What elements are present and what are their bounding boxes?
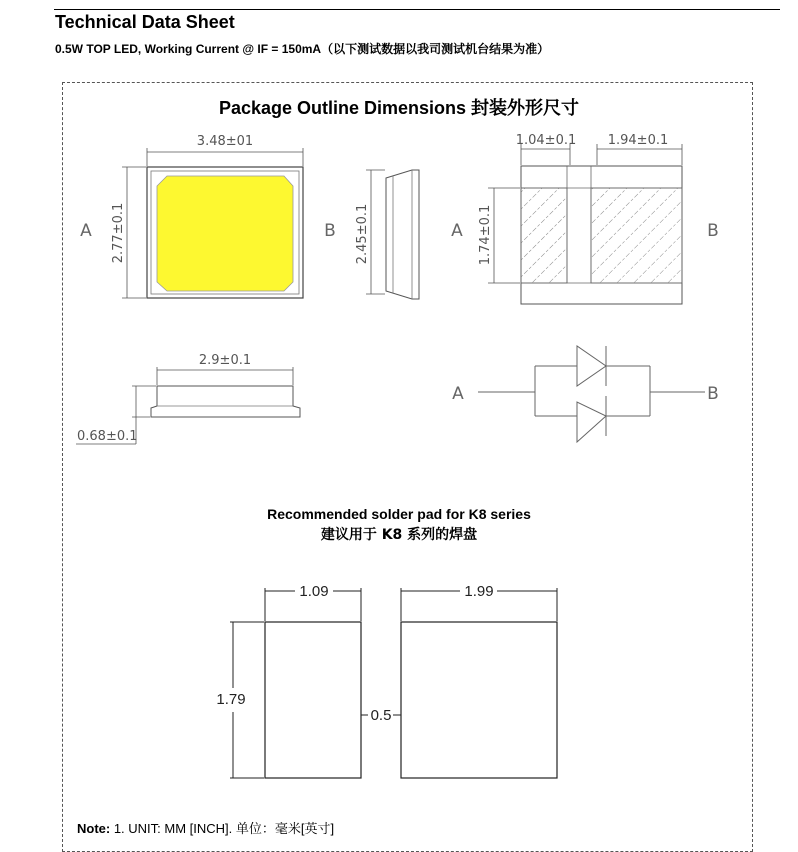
front-view xyxy=(80,134,336,298)
document-title: Technical Data Sheet xyxy=(55,12,235,32)
note-label: Note: xyxy=(77,821,111,836)
note-text: 1. UNIT: MM [INCH]. 单位：毫米[英寸] xyxy=(110,821,335,836)
package-outline-title: Package Outline Dimensions 封装外形尺寸 xyxy=(218,98,580,118)
front-label-a: A xyxy=(80,221,92,241)
solder-pad-drawing xyxy=(216,583,557,778)
back-pad-right-dim: 1.94±0.1 xyxy=(607,133,669,148)
circuit-diagram xyxy=(478,346,705,442)
solder-pad-2 xyxy=(401,622,557,778)
back-label-b: B xyxy=(707,221,719,241)
solder-pad-title: Recommended solder pad for K8 series xyxy=(267,506,531,522)
pad1-width-dim: 1.09 xyxy=(299,583,329,600)
back-pad-left-dim: 1.04±0.1 xyxy=(515,133,577,148)
document-subtitle: 0.5W TOP LED, Working Current @ IF = 150mA（以下测试数据以我司测试机台结果为准） xyxy=(55,42,550,56)
solder-pad-subtitle: 建议用于 K8 系列的焊盘 xyxy=(320,527,478,543)
led-emitter xyxy=(157,176,293,291)
back-view xyxy=(451,133,719,304)
back-pad-height-dim: 1.74±0.1 xyxy=(478,204,493,266)
profile-view xyxy=(76,353,300,444)
side-view xyxy=(355,170,419,299)
front-width-dim: 3.48±01 xyxy=(196,134,254,149)
profile-width-dim: 2.9±0.1 xyxy=(198,353,252,368)
pad-height-dim: 1.79 xyxy=(216,691,246,708)
front-label-b: B xyxy=(324,221,336,241)
solder-pad-1 xyxy=(265,622,361,778)
circuit-label-a: A xyxy=(452,384,464,404)
note xyxy=(77,818,334,837)
side-height-dim: 2.45±0.1 xyxy=(355,203,370,265)
circuit-label-b: B xyxy=(707,384,719,404)
pad-gap-dim: 0.5 xyxy=(370,707,392,724)
pad-a xyxy=(521,188,567,283)
pad2-width-dim: 1.99 xyxy=(464,583,494,600)
pad-b xyxy=(591,188,682,283)
front-height-dim: 2.77±0.1 xyxy=(111,202,126,264)
profile-height-dim: 0.68±0.1 xyxy=(77,429,138,444)
back-label-a: A xyxy=(451,221,463,241)
